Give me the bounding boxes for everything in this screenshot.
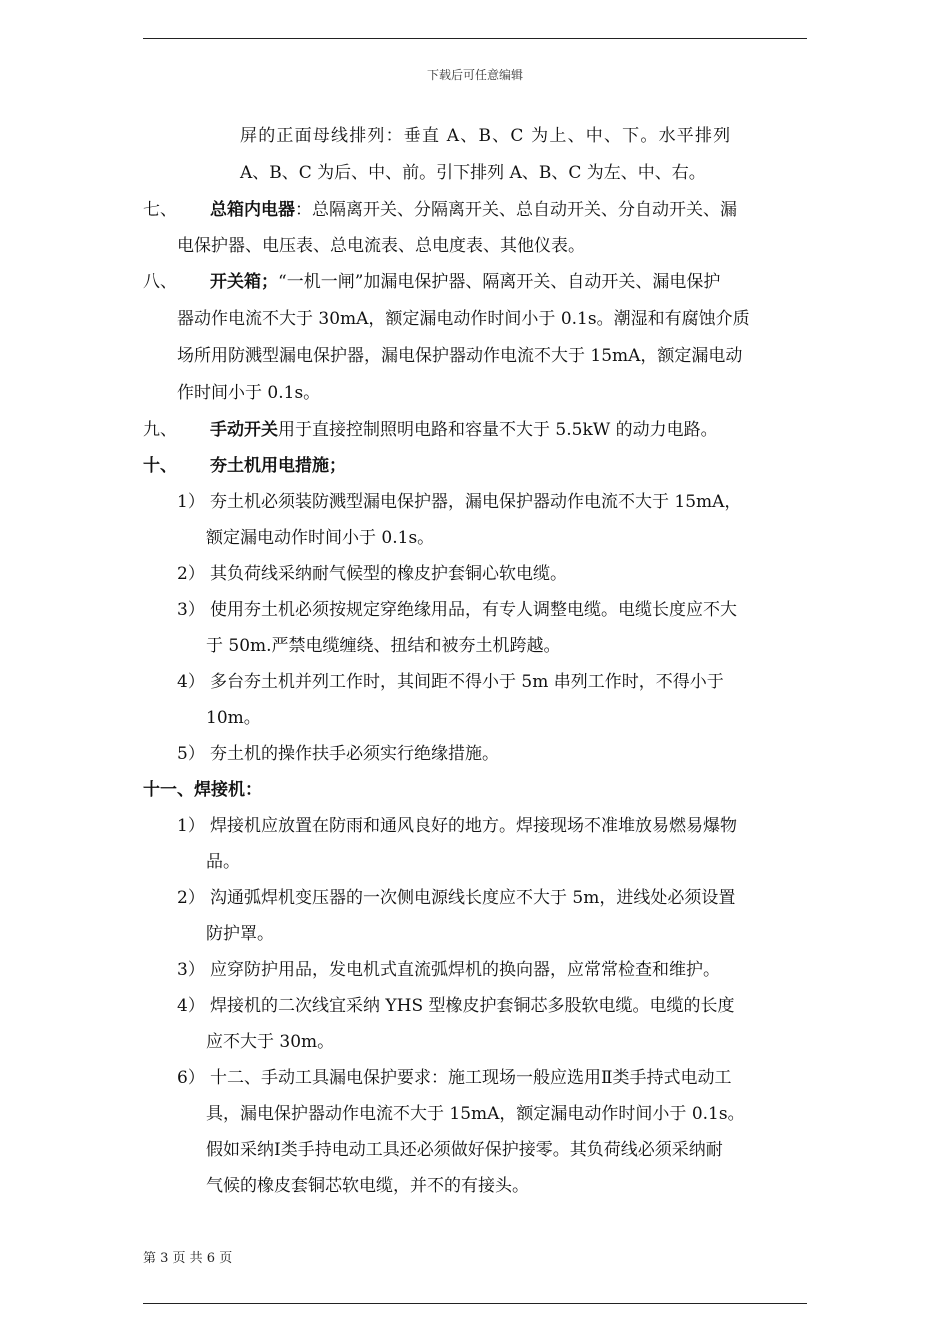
list-item-number: 1） (177, 492, 205, 512)
section-7-number: 七、 (143, 200, 177, 220)
list-item-text: 具，漏电保护器动作电流不大于 15mA，额定漏电动作时间小于 0.1s。 (206, 1104, 745, 1124)
paragraph-line: 场所用防溅型漏电保护器，漏电保护器动作电流不大于 15mA，额定漏电动 (177, 346, 743, 366)
header-rule (143, 38, 807, 39)
paragraph-line: 屏的正面母线排列：垂直 A、B、C 为上、中、下。水平排列 (240, 126, 732, 146)
list-item-text: 十二、手动工具漏电保护要求：施工现场一般应选用Ⅱ类手持式电动工 (210, 1068, 732, 1088)
list-item-text: 品。 (206, 852, 240, 872)
section-8-number: 八、 (143, 272, 177, 292)
section-9-line (210, 412, 718, 448)
section-8-title: 开关箱； (210, 272, 278, 292)
section-7-text: ：总隔离开关、分隔离开关、总自动开关、分自动开关、漏 (295, 200, 737, 220)
list-item-text: 多台夯土机并列工作时，其间距不得小于 5m 串列工作时，不得小于 (210, 672, 724, 692)
section-10-number: 十、 (143, 456, 177, 476)
list-item-number: 4） (177, 996, 205, 1016)
list-item-number: 6） (177, 1068, 205, 1088)
page-footer: 第 3 页 共 6 页 (143, 1251, 233, 1266)
list-item-text: 于 50m.严禁电缆缠绕、扭结和被夯土机跨越。 (206, 636, 561, 656)
section-11-title: 十一、焊接机： (143, 780, 262, 800)
section-7-title: 总箱内电器 (210, 200, 295, 220)
paragraph-line: 电保护器、电压表、总电流表、总电度表、其他仪表。 (177, 236, 585, 256)
list-item-number: 5） (177, 744, 205, 764)
page-header: 下载后可任意编辑 (426, 68, 523, 82)
list-item-text: 其负荷线采纳耐气候型的橡皮护套铜心软电缆。 (210, 564, 567, 584)
list-item-text: 夯土机必须装防溅型漏电保护器，漏电保护器动作电流不大于 15mA， (210, 492, 742, 512)
list-item-text: 气候的橡皮套铜芯软电缆，并不的有接头。 (206, 1176, 529, 1196)
section-8-line (210, 264, 720, 300)
list-item-number: 2） (177, 564, 205, 584)
list-item-number: 1） (177, 816, 205, 836)
list-item-text: 沟通弧焊机变压器的一次侧电源线长度应不大于 5m，进线处必须设置 (210, 888, 736, 908)
list-item-text: 焊接机的二次线宜采纳 YHS 型橡皮护套铜芯多股软电缆。电缆的长度 (210, 996, 735, 1016)
list-item-number: 3） (177, 960, 205, 980)
list-item-text: 额定漏电动作时间小于 0.1s。 (206, 528, 435, 548)
list-item-text: 使用夯土机必须按规定穿绝缘用品，有专人调整电缆。电缆长度应不大 (210, 600, 737, 620)
paragraph-line: 作时间小于 0.1s。 (177, 383, 321, 403)
paragraph-line: 器动作电流不大于 30mA，额定漏电动作时间小于 0.1s。潮湿和有腐蚀介质 (177, 309, 750, 329)
footer-rule (143, 1303, 807, 1304)
list-item-number: 3） (177, 600, 205, 620)
list-item-number: 4） (177, 672, 205, 692)
list-item-number: 2） (177, 888, 205, 908)
list-item-text: 10m。 (206, 708, 261, 728)
section-8-text: “一机一闸”加漏电保护器、隔离开关、自动开关、漏电保护 (278, 272, 721, 292)
list-item-text: 防护罩。 (206, 924, 274, 944)
section-9-text: 用于直接控制照明电路和容量不大于 5.5kW 的动力电路。 (278, 420, 718, 440)
list-item-text: 应穿防护用品，发电机式直流弧焊机的换向器，应常常检查和维护。 (210, 960, 720, 980)
section-9-number: 九、 (143, 420, 177, 440)
section-9-title: 手动开关 (210, 420, 278, 440)
paragraph-line: A、B、C 为后、中、前。引下排列 A、B、C 为左、中、右。 (240, 163, 706, 183)
list-item-text: 应不大于 30m。 (206, 1032, 335, 1052)
section-7-line (210, 192, 737, 228)
list-item-text: 焊接机应放置在防雨和通风良好的地方。焊接现场不准堆放易燃易爆物 (210, 816, 737, 836)
section-10-title: 夯土机用电措施； (210, 456, 346, 476)
list-item-text: 假如采纳Ⅰ类手持电动工具还必须做好保护接零。其负荷线必须采纳耐 (206, 1140, 723, 1160)
list-item-text: 夯土机的操作扶手必须实行绝缘措施。 (210, 744, 499, 764)
